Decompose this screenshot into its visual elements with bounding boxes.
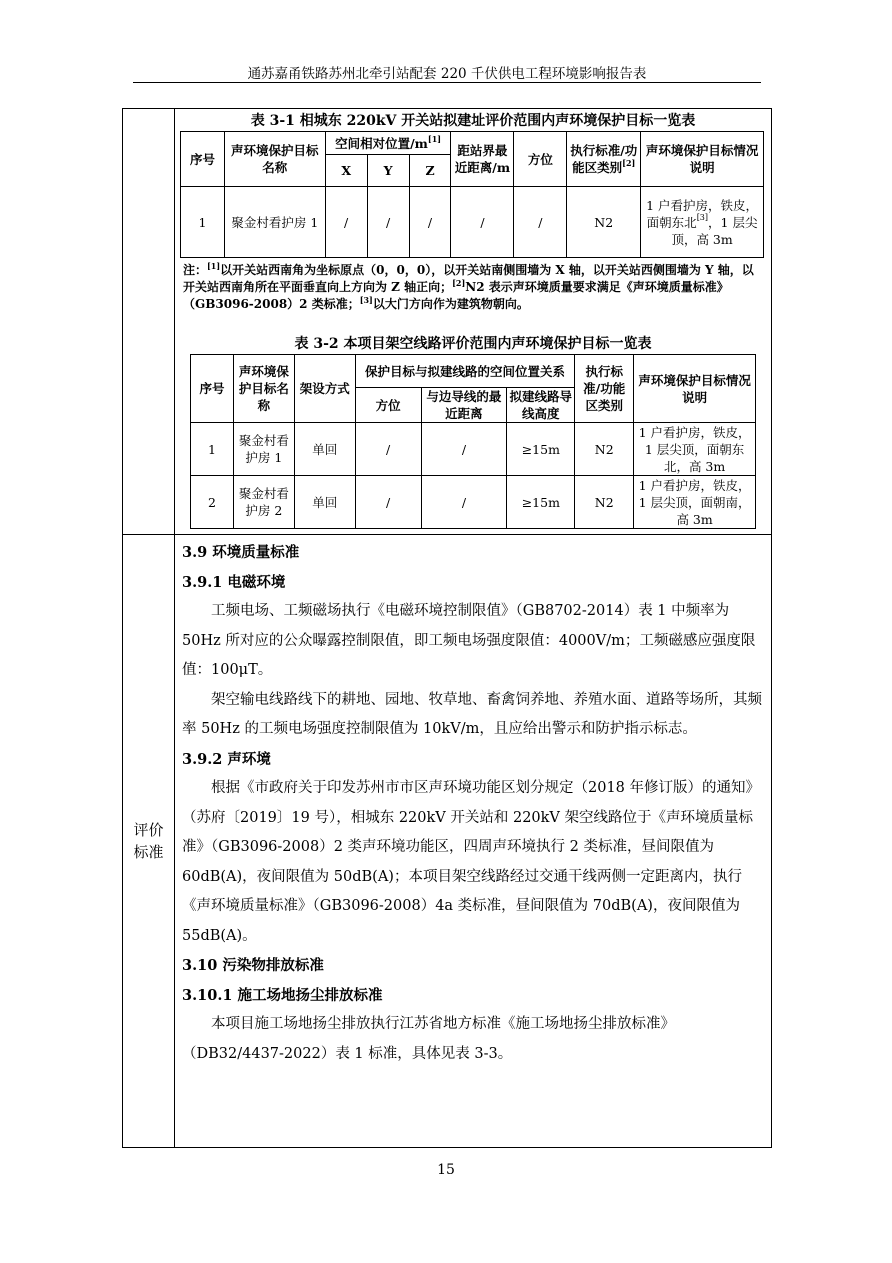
left-label-line: 标准 (133, 843, 164, 861)
table-header: 方位 (514, 132, 567, 187)
table-cell: 聚金村看护房 1 (233, 423, 294, 476)
table-row (181, 187, 764, 258)
table-cell: N2 (567, 187, 641, 258)
table-cell: ≥15m (507, 423, 575, 476)
table-cell: 1 (181, 187, 225, 258)
table-header: 声环境保护目标情况说明 (634, 355, 756, 423)
frame-row-divider (123, 534, 771, 535)
table-3-2 (190, 354, 756, 529)
table-cell: 1 户看护房，铁皮，1 层尖顶，面朝南，高 3m (634, 476, 756, 529)
section-heading: 3.9 环境质量标准 (182, 544, 300, 561)
table-cell: / (514, 187, 567, 258)
left-label (123, 819, 174, 863)
page-number: 15 (437, 1162, 455, 1178)
table-header: 距站界最近距离/m (451, 132, 514, 187)
footnote-ref: [3] (696, 212, 709, 222)
table-header (567, 132, 641, 187)
table-cell: 单回 (294, 476, 355, 529)
table-cell: / (451, 187, 514, 258)
table-header: 执行标准/功能区类别 (575, 355, 634, 423)
table-header: X (325, 155, 367, 187)
table-row (191, 476, 756, 529)
table-header: Z (409, 155, 451, 187)
note-text: 以开关站西南角为坐标原点（0，0，0），以开关站南侧围墙为 X 轴，以开关站西侧围墙为 Y 轴，以开关站西南角所在平面垂直向上方向为 Z 轴正向； (183, 263, 754, 294)
section-heading: 3.9.2 声环境 (182, 750, 271, 768)
header-rule (133, 82, 761, 83)
table-cell: / (355, 423, 421, 476)
table-cell: N2 (575, 476, 634, 529)
table-cell: / (421, 476, 507, 529)
paragraph: 根据《市政府关于印发苏州市市区声环境功能区划分规定（2018 年修订版）的通知》（苏府〔2019〕19 号），相城东 220kV 开关站和 220kV 架空线路位于《声环境质量标准》（GB3096-2008）2 类声环境功能区，四周声环境执行 2 类标准，昼间限值为 60dB(A)，夜间限值为 50dB(A)；本项目架空线路经过交通干线两侧一定距离内，执行《声环境质量标准》（GB3096-2008）4a 类标准，昼间限值为 70dB(A)，夜间限值为 55dB(A)。 (182, 780, 761, 944)
note-label: 注： (183, 263, 208, 277)
table-cell: 聚金村看护房 2 (233, 476, 294, 529)
table-cell: / (409, 187, 451, 258)
body-text (182, 538, 762, 1069)
table-cell: ≥15m (507, 476, 575, 529)
table-cell: / (421, 423, 507, 476)
table-header: Y (367, 155, 409, 187)
paragraph: 架空输电线路线下的耕地、园地、牧草地、畜禽饲养地、养殖水面、道路等场所，其频率 50Hz 的工频电场强度控制限值为 10kV/m，且应给出警示和防护指示标志。 (182, 691, 762, 737)
running-header: 通苏嘉甬铁路苏州北牵引站配套 220 千伏供电工程环境影响报告表 (247, 66, 647, 82)
table-header: 序号 (181, 132, 225, 187)
table-header (325, 132, 451, 155)
table-3-1-note (183, 262, 763, 313)
cell-text: ，1 层尖顶，高 3m (671, 214, 758, 247)
table-cell: 1 户看护房，铁皮，1 层尖顶，面朝东北，高 3m (634, 423, 756, 476)
section-heading: 3.9.1 电磁环境 (182, 573, 286, 591)
footnote-ref: [1] (427, 133, 442, 144)
footnote-ref: [2] (452, 278, 466, 288)
table-header: 与边导线的最近距离 (421, 388, 507, 423)
note-text: N2 表示声环境质量要求满足《声环境质量标准》（GB3096-2008）2 类标准； (183, 280, 729, 311)
table-cell: / (325, 187, 367, 258)
table-header: 声环境保护目标情况说明 (641, 132, 764, 187)
table-3-2-caption: 表 3-2 本项目架空线路评价范围内声环境保护目标一览表 (294, 336, 652, 352)
table-header: 声环境保护目标名称 (233, 355, 294, 423)
table-cell: / (355, 476, 421, 529)
table-cell (641, 187, 764, 258)
left-label-line: 评价 (133, 821, 164, 839)
cell-text: 1 户看护房，铁皮，面朝东北 (646, 197, 759, 230)
table-header: 方位 (355, 388, 421, 423)
table-row (191, 423, 756, 476)
section-heading: 3.10 污染物排放标准 (182, 957, 324, 974)
table-cell: N2 (575, 423, 634, 476)
footnote-ref: [3] (359, 295, 373, 305)
footnote-ref: [1] (207, 261, 221, 271)
table-cell: 聚金村看护房 1 (224, 187, 325, 258)
table-cell: / (367, 187, 409, 258)
note-text: 以大门方向作为建筑物朝向。 (372, 297, 529, 311)
table-3-1-caption: 表 3-1 相城东 220kV 开关站拟建址评价范围内声环境保护目标一览表 (250, 113, 696, 129)
frame-column-divider (174, 109, 175, 1147)
paragraph: 本项目施工场地扬尘排放执行江苏省地方标准《施工场地扬尘排放标准》（DB32/4437-2022）表 1 标准，具体见表 3-3。 (182, 1016, 675, 1062)
table-header: 拟建线路导线高度 (507, 388, 575, 423)
footnote-ref: [2] (622, 158, 636, 168)
section-heading: 3.10.1 施工场地扬尘排放标准 (182, 986, 383, 1004)
table-cell: 2 (191, 476, 234, 529)
table-header-text: 执行标准/功能区类别 (570, 143, 638, 175)
table-header: 声环境保护目标名称 (224, 132, 325, 187)
table-cell: 1 (191, 423, 234, 476)
table-3-1 (180, 131, 764, 258)
table-header: 序号 (191, 355, 234, 423)
table-header: 保护目标与拟建线路的空间位置关系 (355, 355, 575, 388)
table-cell: 单回 (294, 423, 355, 476)
table-header: 架设方式 (294, 355, 355, 423)
paragraph: 工频电场、工频磁场执行《电磁环境控制限值》（GB8702-2014）表 1 中频率为 50Hz 所对应的公众曝露控制限值，即工频电场强度限值：4000V/m；工频磁感应强度限值：100μT。 (182, 603, 756, 678)
table-header-text: 空间相对位置/m (335, 135, 428, 151)
